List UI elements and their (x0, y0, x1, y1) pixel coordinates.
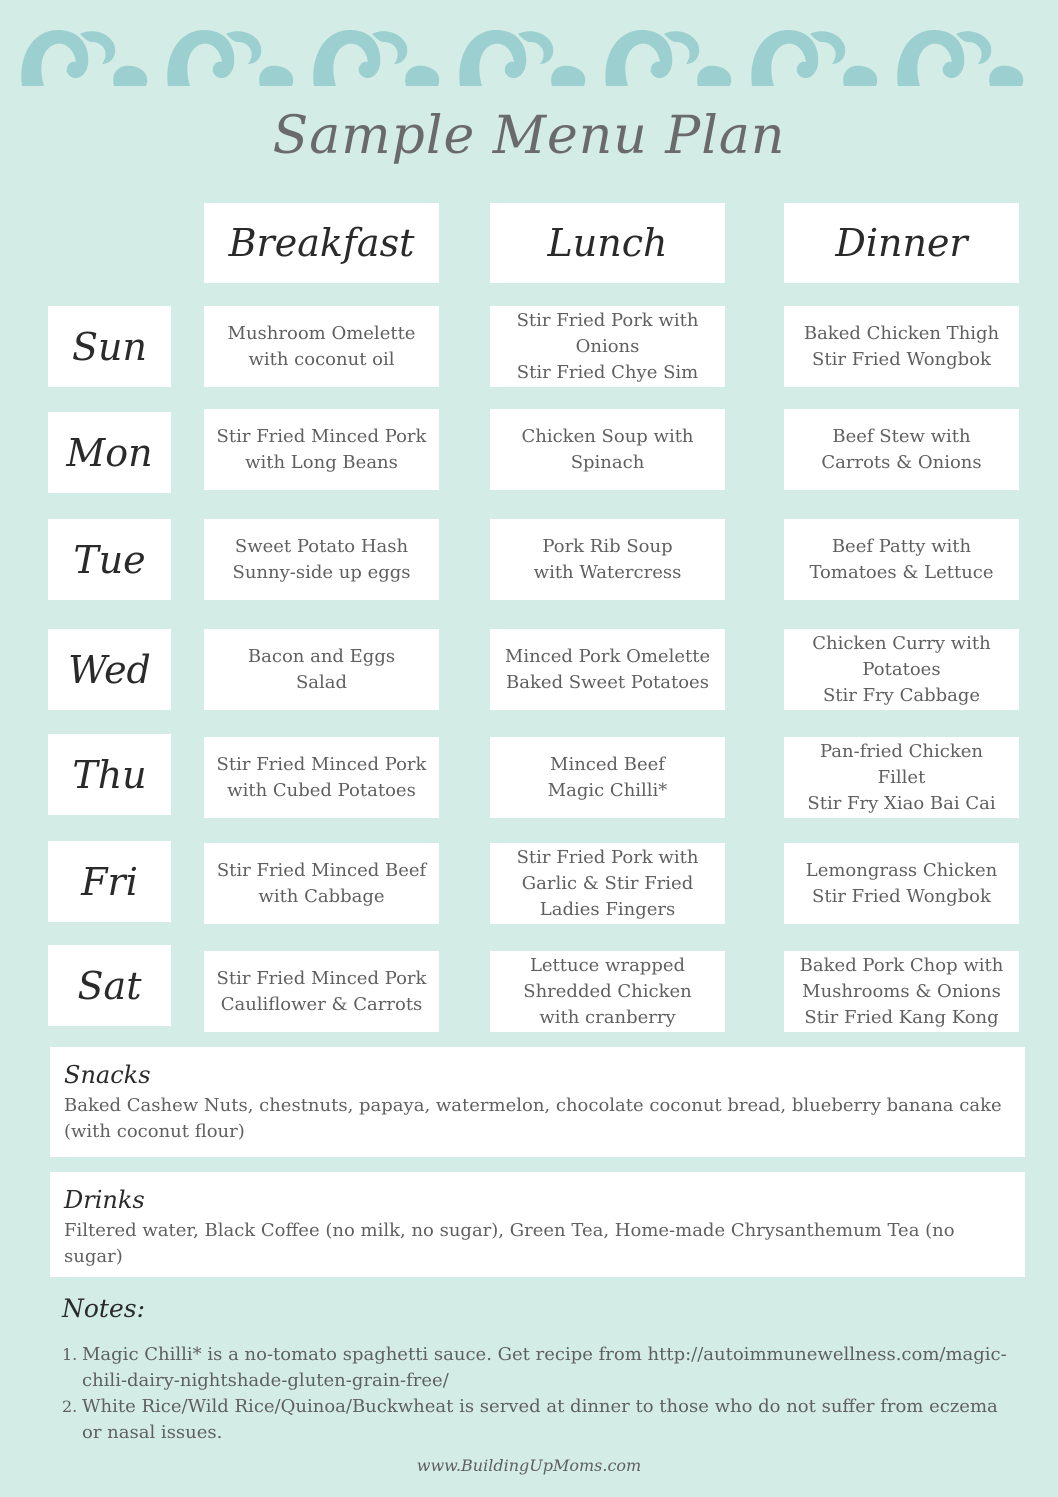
header-dinner: Dinner (784, 203, 1019, 283)
snacks-heading: Snacks (64, 1061, 151, 1089)
breakfast-cell: Bacon and Eggs Salad (204, 629, 439, 710)
day-label: Fri (48, 841, 171, 922)
note-item (62, 1394, 1022, 1446)
lunch-cell: Chicken Soup with Spinach (490, 409, 725, 490)
note-item (62, 1342, 1022, 1394)
header-lunch: Lunch (490, 203, 725, 283)
breakfast-cell: Sweet Potato Hash Sunny-side up eggs (204, 519, 439, 600)
note-text: White Rice/Wild Rice/Quinoa/Buckwheat is served at dinner to those who do not suffer from eczema or nasal issues. (82, 1396, 998, 1443)
note-number: 1. (62, 1345, 78, 1364)
day-label: Wed (48, 629, 171, 710)
breakfast-cell: Stir Fried Minced Beef with Cabbage (204, 843, 439, 924)
note-text: Magic Chilli* is a no-tomato spaghetti sauce. Get recipe from http://autoimmunewellness.com/magic-chili-dairy-nightshade-gluten-grain-free/ (82, 1344, 1007, 1391)
dinner-cell: Baked Pork Chop with Mushrooms & Onions Stir Fried Kang Kong (784, 951, 1019, 1032)
breakfast-cell: Stir Fried Minced Pork with Long Beans (204, 409, 439, 490)
dinner-cell: Lemongrass Chicken Stir Fried Wongbok (784, 843, 1019, 924)
lunch-cell: Pork Rib Soup with Watercress (490, 519, 725, 600)
lunch-cell: Lettuce wrapped Shredded Chicken with cranberry (490, 951, 725, 1032)
page-title: Sample Menu Plan (272, 106, 786, 166)
header-breakfast: Breakfast (204, 203, 439, 283)
drinks-box (50, 1172, 1025, 1277)
day-label: Tue (48, 519, 171, 600)
lunch-cell: Stir Fried Pork with Garlic & Stir Fried Ladies Fingers (490, 843, 725, 924)
breakfast-cell: Mushroom Omelette with coconut oil (204, 306, 439, 387)
day-label: Sat (48, 945, 171, 1026)
dinner-cell: Beef Patty with Tomatoes & Lettuce (784, 519, 1019, 600)
lunch-cell: Minced Beef Magic Chilli* (490, 737, 725, 818)
day-label: Mon (48, 412, 171, 493)
lunch-cell: Stir Fried Pork with Onions Stir Fried Chye Sim (490, 306, 725, 387)
dinner-cell: Chicken Curry with Potatoes Stir Fry Cabbage (784, 629, 1019, 710)
lunch-cell: Minced Pork Omelette Baked Sweet Potatoes (490, 629, 725, 710)
day-label: Sun (48, 306, 171, 387)
note-number: 2. (62, 1397, 78, 1416)
notes-list (62, 1342, 1022, 1446)
breakfast-cell: Stir Fried Minced Pork with Cubed Potatoes (204, 737, 439, 818)
decorative-border (18, 20, 1040, 98)
drinks-heading: Drinks (64, 1186, 145, 1214)
footer-website: www.BuildingUpMoms.com (416, 1456, 642, 1475)
notes-heading: Notes: (62, 1294, 146, 1323)
snacks-text: Baked Cashew Nuts, chestnuts, papaya, watermelon, chocolate coconut bread, blueberry banana cake (with coconut flour) (64, 1095, 1002, 1142)
dinner-cell: Beef Stew with Carrots & Onions (784, 409, 1019, 490)
breakfast-cell: Stir Fried Minced Pork Cauliflower & Carrots (204, 951, 439, 1032)
drinks-text: Filtered water, Black Coffee (no milk, no sugar), Green Tea, Home-made Chrysanthemum Tea (no sugar) (64, 1220, 955, 1267)
dinner-cell: Baked Chicken Thigh Stir Fried Wongbok (784, 306, 1019, 387)
snacks-box (50, 1047, 1025, 1157)
dinner-cell: Pan-fried Chicken Fillet Stir Fry Xiao Bai Cai (784, 737, 1019, 818)
day-label: Thu (48, 734, 171, 815)
